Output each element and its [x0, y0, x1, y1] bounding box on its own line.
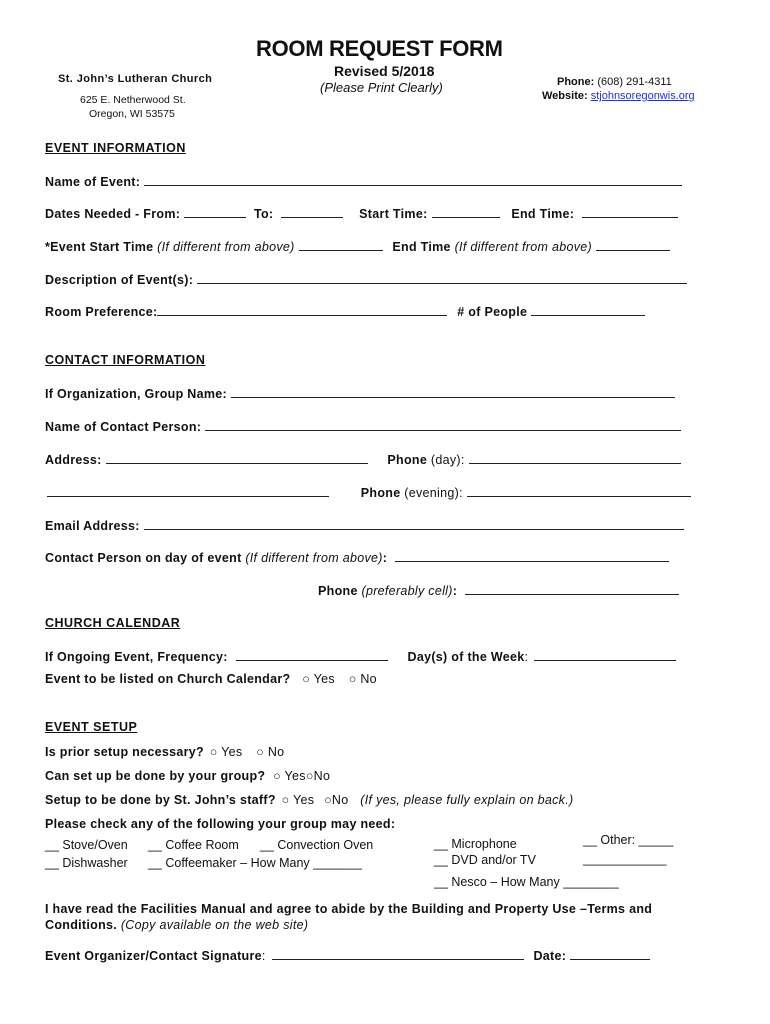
signature-date-field[interactable] — [570, 948, 650, 960]
room-preference-field[interactable] — [157, 304, 447, 316]
calendar-listing-row: Event to be listed on Church Calendar? ○ Yes ○ No — [45, 672, 377, 686]
agreement-line1: I have read the Facilities Manual and agree to abide by the Building and Property Use –Terms and — [45, 902, 653, 916]
item-nesco[interactable]: __ Nesco – How Many ________ — [434, 875, 619, 889]
address-field[interactable] — [106, 452, 368, 464]
form-title: ROOM REQUEST FORM — [256, 36, 503, 61]
item-other-line[interactable]: ____________ — [583, 852, 667, 866]
date-from-field[interactable] — [184, 206, 246, 218]
calendar-heading: CHURCH CALENDAR — [45, 616, 181, 630]
cell-phone-row: Phone (preferably cell): — [318, 583, 679, 598]
agreement-line2: Conditions. (Copy available on the web site) — [45, 918, 309, 932]
org-row: If Organization, Group Name: — [45, 386, 675, 401]
staff-setup-yes[interactable]: ○ Yes — [281, 793, 315, 807]
date-to-field[interactable] — [281, 206, 343, 218]
phone-evening-field[interactable] — [467, 485, 691, 497]
signature-field[interactable] — [272, 948, 524, 960]
revised-date: Revised 5/2018 — [334, 63, 435, 79]
room-row: Room Preference: # of People — [45, 304, 645, 319]
dates-row: Dates Needed - From: To: Start Time: End Time: — [45, 206, 678, 221]
description-field[interactable] — [197, 272, 687, 284]
address2-row: Phone (evening): — [45, 485, 691, 500]
signature-row: Event Organizer/Contact Signature: Date: — [45, 948, 650, 963]
day-of-contact-field[interactable] — [395, 550, 669, 562]
description-row: Description of Event(s): — [45, 272, 687, 287]
calendar-no-option[interactable]: ○ No — [348, 672, 377, 686]
staff-setup-row: Setup to be done by St. John’s staff? ○ Yes ○No (If yes, please fully explain on back.) — [45, 793, 574, 807]
alt-end-time-field[interactable] — [596, 239, 670, 251]
calendar-yes-option[interactable]: ○ Yes — [302, 672, 335, 686]
group-setup-row: Can set up be done by your group? ○ Yes○No — [45, 769, 331, 783]
event-name-field[interactable] — [144, 174, 682, 186]
phone-day-field[interactable] — [469, 452, 681, 464]
alt-start-time-field[interactable] — [299, 239, 383, 251]
event-info-heading: EVENT INFORMATION — [45, 141, 186, 155]
start-time-field[interactable] — [432, 206, 500, 218]
address-row: Address: Phone (day): — [45, 452, 681, 467]
contact-name-row: Name of Contact Person: — [45, 419, 681, 434]
church-name: St. John’s Lutheran Church — [58, 73, 213, 85]
church-address-line1: 625 E. Netherwood St. — [80, 94, 186, 106]
website-link[interactable]: stjohnsoregonwis.org — [590, 90, 695, 102]
contact-name-field[interactable] — [205, 419, 681, 431]
cell-phone-field[interactable] — [465, 583, 679, 595]
group-setup-yes[interactable]: ○ Yes — [273, 769, 306, 783]
prior-setup-yes[interactable]: ○ Yes — [209, 745, 243, 759]
item-convection-oven[interactable]: __ Convection Oven — [260, 838, 374, 852]
prior-setup-no[interactable]: ○ No — [256, 745, 285, 759]
people-count-field[interactable] — [531, 304, 645, 316]
church-website: Website: stjohnsoregonwis.org — [542, 90, 695, 102]
print-note: (Please Print Clearly) — [320, 80, 443, 95]
setup-heading: EVENT SETUP — [45, 720, 138, 734]
item-stove[interactable]: __ Stove/Oven — [45, 838, 128, 852]
alt-times-row: *Event Start Time (If different from above) End Time (If different from above) — [45, 239, 670, 254]
prior-setup-row: Is prior setup necessary? ○ Yes ○ No — [45, 745, 285, 759]
email-field[interactable] — [144, 518, 684, 530]
item-microphone[interactable]: __ Microphone — [434, 837, 517, 851]
item-coffee-room[interactable]: __ Coffee Room — [148, 838, 239, 852]
check-items-label: Please check any of the following your group may need: — [45, 817, 396, 831]
days-of-week-field[interactable] — [534, 649, 676, 661]
item-dishwasher[interactable]: __ Dishwasher — [45, 856, 128, 870]
church-phone: Phone: (608) 291-4311 — [557, 76, 672, 88]
staff-setup-note: (If yes, please fully explain on back.) — [360, 793, 574, 807]
item-coffeemaker[interactable]: __ Coffeemaker – How Many _______ — [148, 856, 362, 870]
contact-info-heading: CONTACT INFORMATION — [45, 353, 206, 367]
group-setup-no[interactable]: ○No — [305, 769, 331, 783]
event-name-row: Name of Event: — [45, 174, 682, 189]
staff-setup-no[interactable]: ○No — [324, 793, 349, 807]
church-address-line2: Oregon, WI 53575 — [89, 108, 175, 120]
frequency-row: If Ongoing Event, Frequency: Day(s) of the Week: — [45, 649, 676, 664]
day-of-contact-row: Contact Person on day of event (If different from above): — [45, 550, 669, 565]
frequency-field[interactable] — [236, 649, 388, 661]
end-time-field[interactable] — [582, 206, 678, 218]
item-dvd-tv[interactable]: __ DVD and/or TV — [434, 853, 536, 867]
email-row: Email Address: — [45, 518, 684, 533]
org-name-field[interactable] — [231, 386, 675, 398]
address-line2-field[interactable] — [47, 485, 329, 497]
item-other[interactable]: __ Other: _____ — [583, 833, 674, 847]
